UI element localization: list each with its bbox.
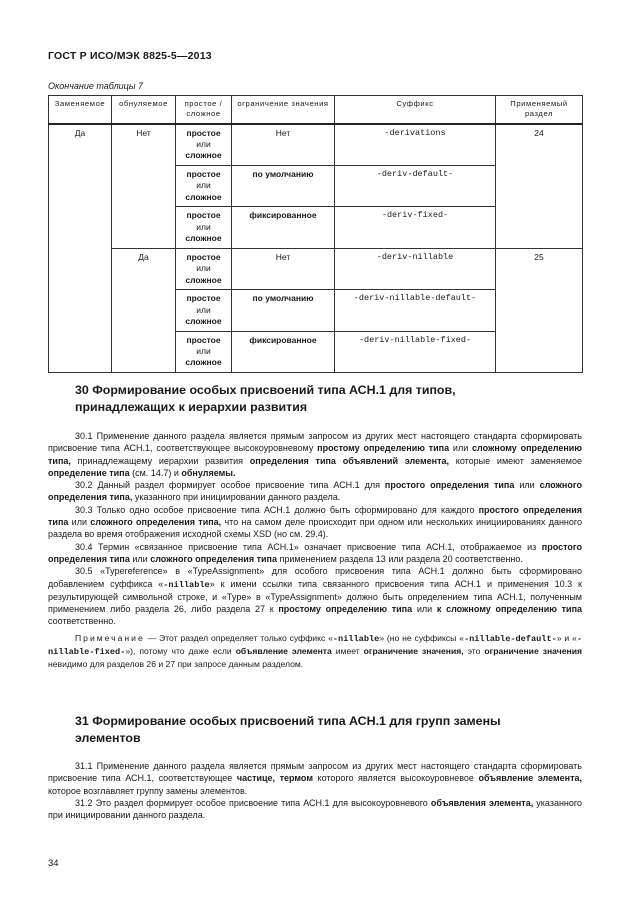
paragraph-30-4 xyxy=(48,541,582,566)
term: простому определению типа xyxy=(317,443,450,454)
col-header-suffix: Суффикс xyxy=(335,96,496,124)
complex-label: сложное xyxy=(185,357,222,368)
paragraph-31-1 xyxy=(48,760,582,797)
cell-simple-complex xyxy=(176,165,232,206)
simple-label: простое xyxy=(186,251,221,262)
page-number: 34 xyxy=(48,858,59,869)
term: определение типа xyxy=(48,467,130,478)
col-header-clause: Применяемый раздел xyxy=(496,96,583,124)
term: объявления элемента, xyxy=(430,797,534,808)
paragraph-30-1 xyxy=(48,430,582,479)
col-header-simple-complex: простое / сложное xyxy=(176,96,232,124)
complex-label: сложное xyxy=(185,191,222,202)
suffix-table xyxy=(48,95,583,373)
cell-suffix: -deriv-nillable-fixed- xyxy=(335,331,496,372)
text: 31.1 Применение данного раздела является прямым запросом из других мест настоящего стандарта сформировать присвоение типа АСН.1, соответствующее xyxy=(48,761,582,784)
cell-constraint: Нет xyxy=(232,124,335,166)
text: или xyxy=(449,443,473,454)
term: простому определению типа xyxy=(278,604,413,615)
code: -nillable-fixed- xyxy=(48,633,582,658)
complex-label: сложное xyxy=(185,316,222,327)
term: ограничение значения, xyxy=(363,646,464,657)
text: » (но не суффиксы « xyxy=(379,632,464,643)
text: 31.2 Это раздел формирует особое присвоение типа АСН.1 для высокоуровневого xyxy=(75,797,431,808)
section-30-heading xyxy=(75,382,456,416)
text: » и « xyxy=(556,632,577,643)
text: это xyxy=(463,646,485,657)
table-header-row xyxy=(49,96,583,124)
section-30-heading-line2: принадлежащих к иерархии развития xyxy=(75,400,308,414)
text: 30.5 «Typereference» в «TypeAssignment» для особого присвоения типа АСН.1 должно быть сформировано добавлением суффикса « xyxy=(48,566,582,589)
term: простого определения типа xyxy=(384,480,515,491)
or-label: или xyxy=(196,180,211,191)
cell-suffix: -deriv-fixed- xyxy=(335,207,496,248)
cell-suffix: -derivations xyxy=(335,124,496,166)
cell-constraint: фиксированное xyxy=(232,331,335,372)
cell-suffix: -deriv-nillable-default- xyxy=(335,290,496,331)
or-label: или xyxy=(196,304,211,315)
paragraph-31-2 xyxy=(48,797,582,822)
term: простого определения типа xyxy=(48,504,582,528)
text: или xyxy=(412,604,437,615)
paragraph-30-5 xyxy=(48,565,582,627)
simple-label: простое xyxy=(186,210,221,221)
cell-clause: 25 xyxy=(496,248,583,372)
text: которое возглавляет группу замены элементов. xyxy=(48,785,248,796)
cell-constraint: по умолчанию xyxy=(232,290,335,331)
term: ограничение значения xyxy=(484,646,582,657)
or-label: или xyxy=(196,346,211,356)
col-header-value-constraint: ограничение значения xyxy=(232,96,335,124)
term: простого определения типа xyxy=(48,541,582,564)
table-row xyxy=(49,124,583,166)
note-label: Примечание xyxy=(75,632,145,643)
cell-simple-complex xyxy=(176,290,232,331)
simple-label: простое xyxy=(186,293,221,304)
col-header-nullable: обнуляемое xyxy=(112,96,176,124)
text: 30.2 Данный раздел формирует особое присвоение типа АСН.1 для xyxy=(75,480,385,491)
note-30 xyxy=(48,632,582,671)
text: (см. 14.7) и xyxy=(129,467,182,478)
section-30-body xyxy=(48,430,582,671)
complex-label: сложное xyxy=(185,274,222,285)
term: обнуляемы. xyxy=(181,467,236,478)
simple-label: простое xyxy=(186,168,221,179)
cell-nullable: Нет xyxy=(112,124,176,249)
term: к сложному определению типа xyxy=(436,604,583,615)
or-label: или xyxy=(196,221,211,232)
section-31-heading xyxy=(75,713,501,747)
text: невидимо для разделов 26 и 27 при запросе данным разделом. xyxy=(48,659,304,670)
term: объявление элемента, xyxy=(478,773,582,784)
section-31-body xyxy=(48,760,582,821)
table-caption: Окончание таблицы 7 xyxy=(48,81,143,91)
term: объявление элемента xyxy=(235,646,332,657)
cell-simple-complex xyxy=(176,331,232,372)
text: »), потому что даже если xyxy=(125,646,236,657)
text: применением раздела 13 или раздела 20 соответственно. xyxy=(276,553,523,564)
simple-label: простое xyxy=(186,334,221,345)
text: принадлежащему иерархии развития xyxy=(70,455,250,466)
term: определения типа объявлений элемента, xyxy=(249,455,450,466)
text: » к имени ссылки типа связанного присвоения типа АСН.1 и применения 10.3 к результирующей символьной строке, и «Type» в «TypeAssignment» должно быть определением типа АСН.1, полученным применением либо раздела 26, либо раздела 27 к xyxy=(48,578,582,615)
code: -nillable xyxy=(332,633,380,644)
col-header-replaceable: Заменяемое xyxy=(49,96,112,124)
code: -nillable-default- xyxy=(463,633,557,644)
text: которые имеют заменяемое xyxy=(449,455,582,466)
term: сложному определению типа, xyxy=(48,443,582,466)
text: соответственно. xyxy=(48,616,116,627)
text: 30.3 Только одно особое присвоение типа АСН.1 должно быть сформировано для каждого xyxy=(75,504,479,515)
table-row xyxy=(49,248,583,289)
text: 30.1 Применение данного раздела является прямым запросом из других мест настоящего стандарта сформировать присвоение типа АСН.1, соответствующее высокоуровневому xyxy=(48,431,582,454)
complex-label: сложное xyxy=(185,150,222,161)
cell-constraint: по умолчанию xyxy=(232,165,335,206)
text: указанного при инициировании данного раздела. xyxy=(132,492,341,503)
text: или xyxy=(68,517,91,528)
text: — Этот раздел определяет только суффикс « xyxy=(144,632,333,643)
complex-label: сложное xyxy=(185,233,222,244)
simple-label: простое xyxy=(186,127,221,138)
cell-suffix: -deriv-nillable xyxy=(335,248,496,289)
section-31-heading-line1: 31 Формирование особых присвоений типа АСН.1 для групп замены xyxy=(75,714,501,728)
term: сложного определения типа xyxy=(150,553,277,564)
term: сложного определения типа, xyxy=(48,480,582,503)
cell-simple-complex xyxy=(176,207,232,248)
cell-constraint: Нет xyxy=(232,248,335,289)
text: 30.4 Термин «связанное присвоение типа АСН.1» означает присвоение типа АСН.1, отображаемое из xyxy=(75,541,542,552)
text: или xyxy=(129,553,151,564)
text: указанного при инициировании данного раздела. xyxy=(48,797,582,821)
cell-replaceable: Да xyxy=(49,124,112,373)
term: частице, термом xyxy=(236,773,313,784)
term: сложного определения типа, xyxy=(90,517,222,528)
paragraph-30-3 xyxy=(48,504,582,541)
cell-suffix: -deriv-default- xyxy=(335,165,496,206)
text: или xyxy=(514,480,540,491)
cell-simple-complex xyxy=(176,248,232,289)
text: что на самом деле происходит при одном или нескольких инициированиях данного раздела во время отображения исходной схемы XSD (но см. 29.4). xyxy=(48,517,583,540)
or-label: или xyxy=(196,263,211,274)
paragraph-30-2 xyxy=(48,479,582,504)
text: которого является высокоуровневое xyxy=(312,773,479,784)
cell-nullable: Да xyxy=(112,248,176,372)
cell-constraint: фиксированное xyxy=(232,207,335,248)
section-31-heading-line2: элементов xyxy=(75,731,141,745)
code: -nillable xyxy=(163,579,210,590)
standard-header: ГОСТ Р ИСО/МЭК 8825-5—2013 xyxy=(48,50,212,62)
or-label: или xyxy=(196,138,211,149)
section-30-heading-line1: 30 Формирование особых присвоений типа АСН.1 для типов, xyxy=(75,383,456,397)
cell-clause: 24 xyxy=(496,124,583,249)
text: имеет xyxy=(331,646,364,657)
cell-simple-complex xyxy=(176,124,232,166)
